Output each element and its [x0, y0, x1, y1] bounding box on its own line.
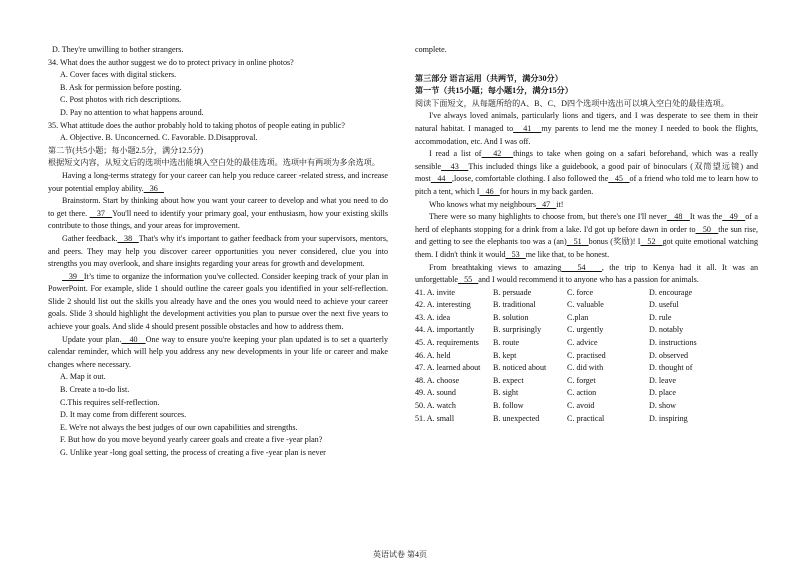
subsection-title: 第一节（共15小题；每小题1分，满分15分）	[415, 86, 573, 96]
option-item: B. traditional	[493, 300, 536, 310]
option-item: B. kept	[493, 350, 517, 360]
answer-blank: 44	[430, 174, 452, 184]
text-line: C. Post photos with rich descriptions.	[60, 95, 182, 105]
option-item: C. valuable	[567, 300, 604, 310]
option-item: B. surprisingly	[493, 325, 542, 335]
option-item: 42. A. interesting	[415, 300, 471, 310]
option-item: 45. A. requirements	[415, 338, 479, 348]
text-line: B. Create a to-do list.	[60, 385, 130, 395]
answer-blank: 49	[722, 212, 746, 222]
text-line: 第二节(共5小题；每小题2.5分，满分12.5分)	[48, 145, 204, 155]
option-item: 50. A. watch	[415, 401, 456, 411]
instruction-text: 阅读下面短文，从每题所给的A、B、C、D四个选项中选出可以填入空白处的最佳选项。	[415, 98, 729, 108]
passage-paragraph: Who knows what my neighbours 47 it!	[429, 199, 564, 209]
option-item: C. urgently	[567, 325, 604, 335]
option-item: B. expect	[493, 375, 524, 385]
option-item: D. place	[649, 388, 676, 398]
answer-blank: 55	[458, 275, 479, 285]
answer-blank: 39	[62, 271, 84, 281]
answer-blank: 53	[505, 249, 526, 259]
option-item: C. practical	[567, 413, 605, 423]
answer-blank: 46	[479, 186, 500, 196]
option-item: 48. A. choose	[415, 375, 460, 385]
option-item: C. force	[567, 287, 594, 297]
option-item: 46. A. held	[415, 350, 451, 360]
text-line: A. Map it out.	[60, 372, 106, 382]
left-column	[48, 44, 388, 460]
answer-blank: 41	[513, 123, 542, 133]
option-item: C. forget	[567, 375, 596, 385]
option-item: D. show	[649, 401, 676, 411]
continued-text: complete.	[415, 45, 447, 54]
section-title: 第三部分 语言运用（共两节，满分30分）	[415, 73, 563, 83]
text-line: F. But how do you move beyond yearly career goals and create a five -year plan?	[60, 435, 323, 445]
text-line: A. Objective. B. Unconcerned. C. Favorable. D.Disapproval.	[60, 133, 258, 143]
option-item: B. solution	[493, 312, 529, 322]
passage-paragraph: There were so many highlights to choose from, but there's one I'll never 48 It was the 49 of a herd of elephants stopping for a drink from a lake. I'd got up before dawn in order to 50 the sun rise, and getting to see the elephants too was a (an) 51 bonus (奖励)! I 52 got quite emotional watching them. I didn't think it would 53 me like that, to be honest.	[415, 212, 759, 259]
text-line: G. Unlike year -long goal setting, the process of creating a five -year plan is never	[60, 448, 326, 457]
answer-options	[415, 287, 758, 426]
option-item: C. action	[567, 388, 597, 398]
text-line: A. Cover faces with digital stickers.	[60, 70, 177, 80]
option-item: D. instructions	[649, 338, 697, 348]
option-item: D. notably	[649, 325, 684, 335]
answer-blank: 43	[441, 161, 469, 171]
text-line: B. Ask for permission before posting.	[60, 82, 182, 92]
option-item: C. avoid	[567, 401, 595, 411]
text-line: 34. What does the author suggest we do to protect privacy in online photos?	[48, 57, 294, 67]
option-item: 51. A. small	[415, 413, 455, 423]
text-line: D. Pay no attention to what happens around.	[60, 107, 204, 117]
text-line: E. We're not always the best judges of our own capabilities and strengths.	[60, 422, 298, 432]
page-footer: 英语试卷 第4页	[373, 550, 427, 559]
option-item: B. noticed about	[493, 363, 547, 373]
text-line: Gather feedback. 38 That's why it's important to gather feedback from your supervisors, mentors, and peers. They may help you discover career opportunities you never considered, clue you into strengths you may overlook, and share insights regarding your areas for growth and development.	[48, 233, 388, 269]
text-line: Update your plan. 40 One way to ensure you're keeping your plan updated is to set a quarterly calendar reminder, which will help you address any new developments in your life or career and make changes where necessary.	[48, 334, 388, 369]
answer-blank: 52	[640, 237, 663, 247]
answer-blank: 40	[121, 334, 146, 344]
option-item: 43. A. idea	[415, 312, 451, 322]
option-item: D. thought of	[649, 363, 693, 373]
option-item: D. rule	[649, 312, 672, 322]
option-item: D. leave	[649, 375, 676, 385]
text-line: 39 It’s time to organize the information you've collected. Consider keeping track of your plan in PowerPoint. For example, slide 1 should outline the career goals you identified in your self-reflection. Slide 2 should list out the skills you already have and the ones you would need to achieve your career goals. Slide 3 should highlight the development activities you plan to pursue over the next five years to achieve your goals. And slide 4 should present possible obstacles and how to address them.	[48, 271, 389, 332]
text-line: Brainstorm. Start by thinking about how you want your career to develop and what you need to do to get there. 37 You'll need to identify your primary goal, your enthusiasm, how your existing skills contribute to those things, and your areas for improvement.	[48, 196, 389, 231]
option-item: C. did with	[567, 363, 604, 373]
text-line: 根据短文内容，从短文后的选项中选出能填入空白处的最佳选项。选项中有两项为多余选项。	[48, 158, 380, 168]
option-item: D. useful	[649, 300, 679, 310]
passage-paragraph: I've always loved animals, particularly lions and tigers, and I was desperate to see them in their natural habitat. I managed to 41 my parents to lend me the money I needed to book the flights, accommodation, etc. And I was off.	[415, 111, 758, 146]
option-item: 47. A. learned about	[415, 363, 481, 373]
option-item: 49. A. sound	[415, 388, 456, 398]
option-item: C. practised	[567, 350, 606, 360]
text-line: Having a long-terms strategy for your career can help you reduce career -related stress, and increase your potential employ ability. 36	[48, 170, 388, 193]
option-item: B. sight	[493, 388, 519, 398]
option-item: B. route	[493, 338, 520, 348]
cloze-passage	[415, 110, 758, 286]
passage-paragraph: From breathtaking views to amazing 54 , the trip to Kenya had it all. It was an unforgettable 55 and I would recommend it to anyone who has a passion for animals.	[415, 262, 758, 285]
text-line: C.This requires self-reflection.	[60, 397, 160, 407]
option-item: 41. A. invite	[415, 287, 456, 297]
right-column	[415, 44, 758, 425]
option-item: C.plan	[567, 312, 589, 322]
option-item: 44. A. importantly	[415, 325, 475, 335]
passage-paragraph: I read a list of 42 things to take when going on a safari beforehand, which was a really sensible 43 This included things like a guidebook, a good pair of binoculars (双筒望远镜) and most 44 ,loose, comfortable clothing. I also followed the 45 of a friend who told me to learn how to pitch a tent, which I 46 for hours in my back garden.	[415, 149, 759, 196]
answer-blank: 42	[481, 149, 514, 159]
text-line: 35. What attitude does the author probably hold to taking photos of people eating in public?	[48, 120, 346, 130]
option-item: D. observed	[649, 350, 689, 360]
answer-blank: 37	[89, 208, 113, 218]
answer-blank: 50	[695, 224, 719, 234]
text-line: D. It may come from different sources.	[60, 410, 187, 420]
answer-blank: 36	[143, 183, 164, 193]
answer-blank: 51	[566, 237, 589, 247]
answer-blank: 38	[117, 233, 139, 243]
option-item: C. advice	[567, 338, 598, 348]
option-item: B. follow	[493, 401, 524, 411]
text-line: D. They're unwilling to bother strangers.	[52, 45, 184, 54]
option-item: D. encourage	[649, 287, 693, 297]
answer-blank: 47	[536, 199, 557, 209]
answer-blank: 48	[666, 212, 690, 222]
answer-blank: 45	[608, 174, 630, 184]
option-item: B. persuade	[493, 287, 532, 297]
answer-blank: 54	[561, 262, 602, 272]
option-item: B. unexpected	[493, 413, 540, 423]
option-item: D. inspiring	[649, 413, 688, 423]
